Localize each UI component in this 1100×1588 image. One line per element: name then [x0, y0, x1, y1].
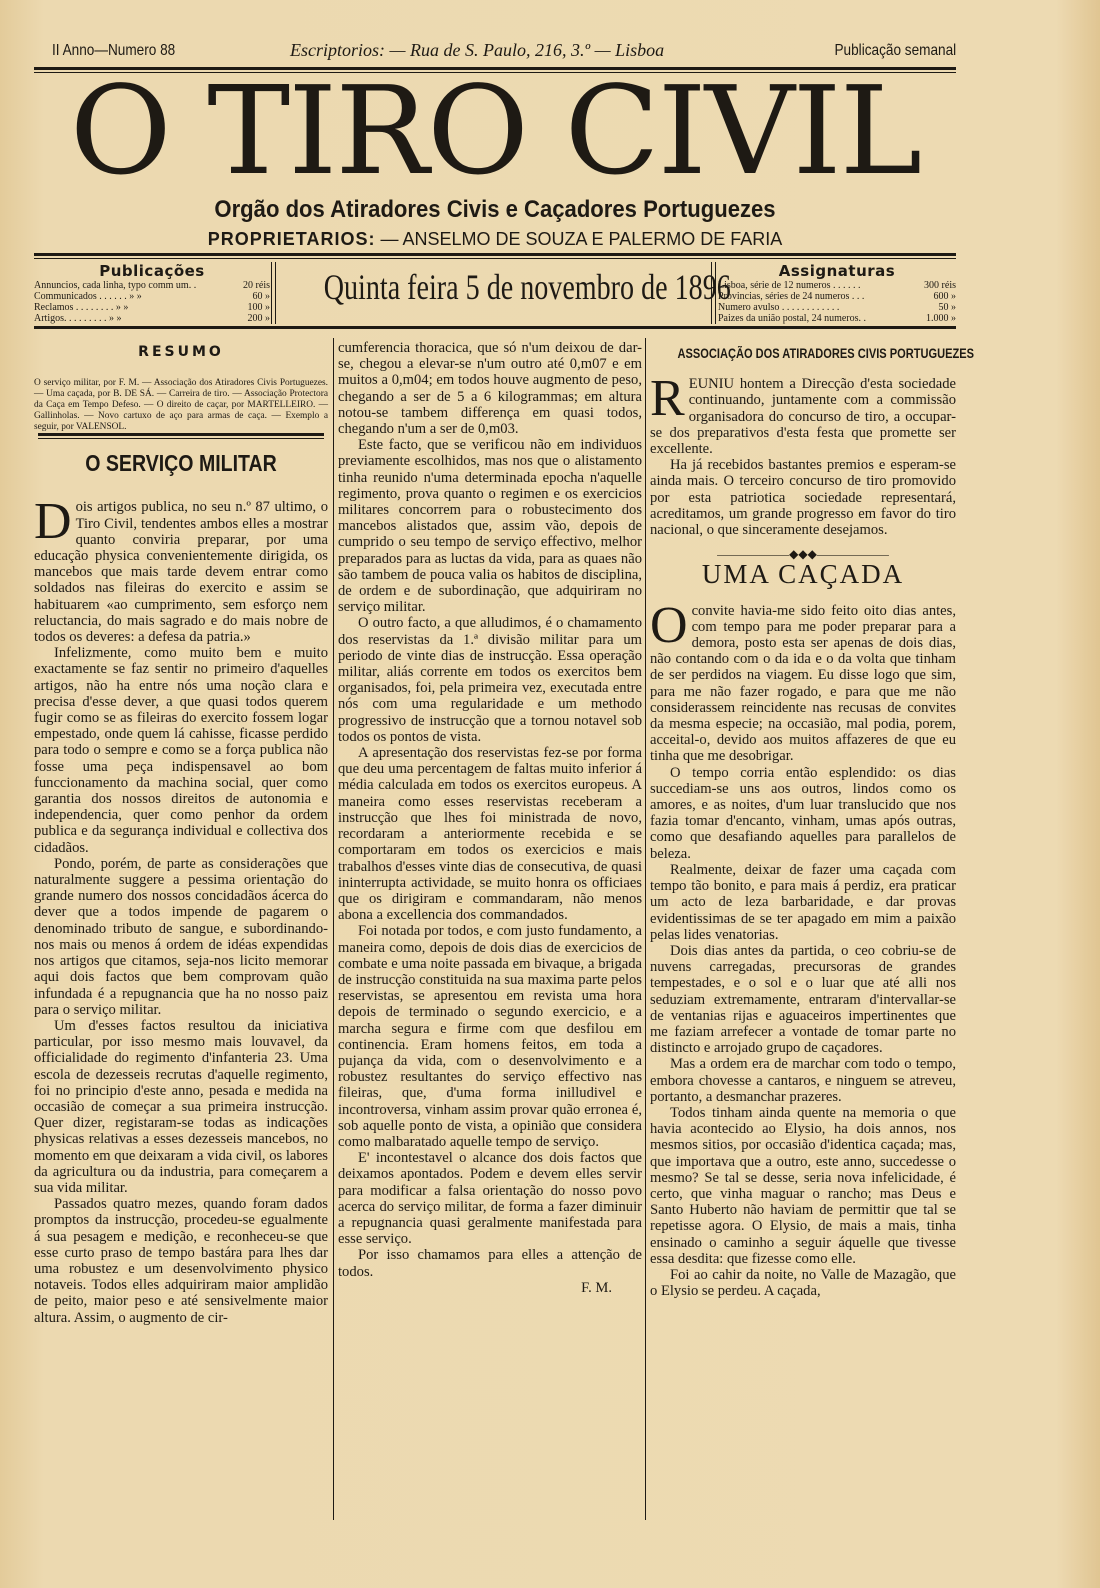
article-first-paragraph: Oconvite havia-me sido feito oito dias antes, com tempo para me poder preparar para a demora, posto esta ser apenas de dois dias, não contando com o da ida e o da volta que tinham de ser perdidos na viagem. Eu disse logo que sim, para me não fazer rogado, e para que me não considerassem reincidente nas recusas de convites da mesma especie; na occasião, mal podia, porem, acceital-o, devido aos muitos affazeres de que eu tinha que me desobrigar. [650, 596, 956, 765]
resumo-heading: RESUMO [138, 344, 224, 360]
article-paragraph: Pondo, porém, de parte as considerações que naturalmente suggere a pessima orientação do grande numero dos nossos concidadãos ácerca do dever que a todos impende de pagarem o denominado tributo de sangue, e subordinando-nos mais ou menos á ordem de idéas expendidas nos artigos que citamos, seja-nos licito memorar aqui dois factos que bem comprovam quão infundada é a repugnancia que ha no nosso paiz para o serviço militar. [34, 855, 328, 1018]
article-paragraph: Realmente, deixar de fazer uma caçada com tempo tão bonito, e para mais á perdiz, era praticar um acto de leza barbaridade, e dar provas evidentissimas de se ter apagado em mim a paixão pelas lides venatorias. [650, 861, 956, 943]
masthead-title: O TIRO CIVIL [69, 60, 921, 202]
article-paragraph: Passados quatro mezes, quando foram dados promptos da instrucção, procedeu-se egualmente á sua pesagem e medição, e reconheceu-se que esse curto praso de tempo bastára para lhes dar uma robustez e um desenvolvimento physico notaveis. Todos elles adquiriram maior amplidão de peito, maior peso e até sensivelmente maior altura. Assim, o augmento de cir- [34, 1196, 328, 1326]
article-paragraph: A apresentação dos reservistas fez-se por forma que deu uma percentagem de faltas muito inferior á média calculada em todos os exercitos europeus. A maneira como esses reservistas receberam a instrucção que lhes foi ministrada de novo, recordaram a anteriormente recebida e se comportaram em todos os exercicios e mais trabalhos d'esses vinte dias de consecutiva, de quasi ininterrupta actividade, se muito honra os officiaes que os dirigiram e commandaram, não menos abona a excellencia dos commandados. [338, 745, 642, 924]
office-address: Escriptorios: — Rua de S. Paulo, 216, 3.º — Lisboa [290, 40, 665, 60]
price-row: Reclamos . . . . . . . . » » 100 » [34, 302, 270, 313]
article-signature: F. M. [581, 1279, 612, 1296]
box-divider [715, 262, 716, 324]
proprietors-label: PROPRIETARIOS: [207, 229, 376, 249]
article-paragraph: Todos tinham ainda quente na memoria o que havia acontecido ao Elysio, ha dois annos, nos mesmos sitios, por occasião d'identica caçada; mas, que importava que a outro, este anno, succedesse o mesmo? Se tal se desse, seria nova infelicidade, é certo, que vinha maguar o rancho; mas Deus e Santo Huberto não haviam de permittir que tal se repetisse agora. O Elysio, de mais a mais, tinha ensinado o caminho a seguir áquelle que tivesse essa desdita: que fizesse como elle. [650, 1104, 956, 1267]
column-divider [645, 338, 646, 1520]
article-paragraph: Um d'esses factos resultou da iniciativa particular, por isso mesmo mais louvavel, da officialidade do regimento d'infanteria 23. Uma escola de dezesseis recrutas d'aquelle regimento, foi no principio d'este anno, pesada e medida na occasião de começar a sua primeira instrucção. Quer dizer, registaram-se todas as indicações physicas relativas a esses dezesseis mancebos, no momento em que deixaram a vida civil, os labores da agricultura ou da industria, para começarem a sua vida militar. [34, 1017, 328, 1196]
issue-number: II Anno—Numero 88 [52, 42, 176, 59]
price-row: Artigos. . . . . . . . . » » 200 » [34, 313, 270, 324]
drop-cap: R [650, 370, 685, 428]
resumo-text: O serviço militar, por F. M. — Associação dos Atiradores Civis Portuguezes. — Uma caçada, por B. DE SÁ. — Carreira de tiro. — Associação Protectora da Caça em Tempo Defeso. — O direito de caçar, por MARTELLEIRO. — Gallinholas. — Novo cartuxo de aço para armas de caça. — Exemplo a seguir, por VALENSOL. [34, 378, 328, 433]
article-paragraph: Este facto, que se verificou não em individuos previamente escolhidos, mas nos que o alistamento tinha reunido n'uma determinada epocha n'aquelle regimento, prova quanto o regimen e os exercicios militares concorrem para o robustecimento dos mancebos alistados que, assim vão, depois de cumprido o seu tempo de serviço effectivo, melhor preparados para as luctas da vida, para as quaes não são tambem de pouca valia os habitos de disciplina, de ordem e de subordinação, que adquiriram no serviço militar. [338, 437, 642, 616]
price-row: Communicados . . . . . . » » 60 » [34, 291, 270, 302]
publicacoes-heading: Publicações [99, 262, 205, 280]
article-paragraph: O tempo corria então esplendido: os dias succediam-se uns aos outros, lindos como os amores, e as noites, d'um luar translucido que nos fazia tomar d'encanto, vinham, umas após outras, como que desafiando aquelles para parallelos de beleza. [650, 764, 956, 862]
column-divider [333, 338, 334, 1520]
article-paragraph: cumferencia thoracica, que só n'um deixou de dar-se, chegou a elevar-se n'um outro até 0,m07 e em muitos a 0,m04; em todos houve augmento de peso, chegando a ser de 5 a 6 kilogrammas; em altura notou-se tambem differença em quasi todos, chegando n'um a ser de 0,m03. [338, 340, 642, 438]
section-ornament: ——————◆◆◆—————— [717, 547, 889, 562]
box-divider [275, 262, 276, 324]
assignaturas-box [718, 262, 956, 325]
price-row: Provincias, séries de 24 numeros . . . 600 » [718, 291, 956, 302]
article-paragraph: Ha já recebidos bastantes premios e esperam-se ainda mais. O terceiro concurso de tiro promovido por esta patriotica sociedade representará, acreditamos, um grande progresso em favor do tiro nacional, o que sinceramente desejamos. [650, 457, 956, 539]
article-heading-associacao: ASSOCIAÇÃO DOS ATIRADORES CIVIS PORTUGUEZES [677, 346, 975, 361]
header-rule [34, 253, 956, 256]
column-3 [650, 340, 975, 1300]
article-paragraph: Foi notada por todos, e com justo fundamento, a maneira como, depois de dois dias de exercicios de combate e uma noite passada em bivaque, a brigada de instrucção constituida na sua maxima parte pelos reservistas, se apresentou em revista uma hora depois de terminado o segundo exercicio, e a marcha segura e firme com que desfilou em continencia. Eram homens feitos, em toda a pujança da vida, com o desenvolvimento e a robustez resultantes do serviço effectivo nas fileiras, que, d'uma forma inilludivel e incontroversa, vinham assim provar quão erronea é, sob aquelle ponto de vista, a opinião que considera como malbaratado aquelle tempo de serviço. [338, 923, 642, 1150]
article-paragraph: O outro facto, a que alludimos, é o chamamento dos reservistas da 1.ª divisão militar para um periodo de vinte dias de instrucção. Essa operação militar, aliás corrente em todos os exercitos bem organisados, foi, pela primeira vez, executada entre nós com uma regularidade e um methodo progressivo de instrucção que a tornou notavel sob todos os pontos de vista. [338, 615, 642, 745]
price-row: Numero avulso . . . . . . . . . . . . 50 » [718, 302, 956, 313]
proprietors-names: — ANSELMO DE SOUZA E PALERMO DE FARIA [380, 229, 783, 249]
issue-date: Quinta feira 5 de novembro de 1896 [323, 267, 731, 307]
column-1 [34, 340, 328, 1326]
date-rule [34, 326, 956, 329]
publicacoes-box [34, 262, 270, 325]
box-divider [711, 262, 712, 324]
price-row: Annuncios, cada linha, typo comm um. . 20 réis [34, 280, 270, 291]
assignaturas-heading: Assignaturas [778, 262, 896, 280]
section-rule [38, 433, 324, 439]
box-divider [271, 262, 272, 324]
price-row: Lisboa, série de 12 numeros . . . . . . 300 réis [718, 280, 956, 291]
article-first-paragraph: Dois artigos publica, no seu n.º 87 ultimo, o Tiro Civil, tendentes ambos elles a mostrar quanto conviria preparar, por uma educação physica convenientemente dirigida, os mancebos que mais tarde devem entrar como soldados nas fileiras do exercito e assim se habituarem «ao cumprimento, sem esforço nem reluctancia, do mais sagrado e do mais nobre de todos os deveres: a defesa da patria.» [34, 493, 328, 646]
article-paragraph: E' incontestavel o alcance dos dois factos que deixamos apontados. Podem e devem elles servir para modificar a falsa orientação do nosso povo acerca do serviço militar, de forma a fazer diminuir a repugnancia quasi geralmente manifestada para esse serviço. [338, 1150, 642, 1248]
drop-cap: O [650, 596, 688, 654]
article-first-paragraph: REUNIU hontem a Direcção d'esta sociedade continuando, juntamente com a commissão organisadora do concurso de tiro, a occupar-se dos preparativos d'esta festa que promette ser excellente. [650, 370, 956, 458]
header-rule-thin [34, 258, 956, 259]
article-paragraph: Infelizmente, como muito bem e muito exactamente se faz sentir no primeiro d'aquelles artigos, não ha entre nós uma noção clara e precisa d'esse dever, a que quasi todos querem fugir como se as fileiras do exercito fossem logar empestado, onde quem lá cahisse, ficasse perdido para todo o sempre e como se a força publica não fosse uma peça indispensavel ao bom funccionamento da machina social, quer como garantia dos nossos direitos de autonomia e independencia, quer como penhor da ordem publica e da segurança individual e collectiva dos cidadãos. [34, 645, 328, 856]
proprietors-line [34, 229, 956, 250]
article-paragraph: Por isso chamamos para elles a attenção de todos. [338, 1247, 642, 1280]
article-heading-servico-militar: O SERVIÇO MILITAR [85, 450, 277, 477]
article-paragraph: Mas a ordem era de marchar com todo o tempo, embora chovesse a cantaros, e ninguem se atreveu, portanto, a desmanchar prazeres. [650, 1056, 956, 1105]
price-row: Paizes da união postal, 24 numeros. . 1.000 » [718, 313, 956, 324]
column-2 [338, 340, 642, 1296]
publication-frequency: Publicação semanal [834, 42, 956, 59]
drop-cap: D [34, 493, 72, 551]
article-paragraph: Foi ao cahir da noite, no Valle de Mazagão, que o Elysio se perdeu. A caçada, [650, 1266, 956, 1300]
masthead-subtitle: Orgão dos Atiradores Civis e Caçadores Portuguezes [214, 196, 776, 223]
article-paragraph: Dois dias antes da partida, o ceo cobriu-se de nuvens carregadas, precursoras de grandes tempestades, e o sol e o luar que até alli nos seduziam extremamente, entraram d'intervallar-se de ventanias rijas e aguaceiros impertinentes que me faziam arrefecer a vontade de tomar parte no distincto e arrojado grupo de caçadores. [650, 942, 956, 1057]
article-heading-uma-cacada: UMA CAÇADA [701, 559, 905, 590]
